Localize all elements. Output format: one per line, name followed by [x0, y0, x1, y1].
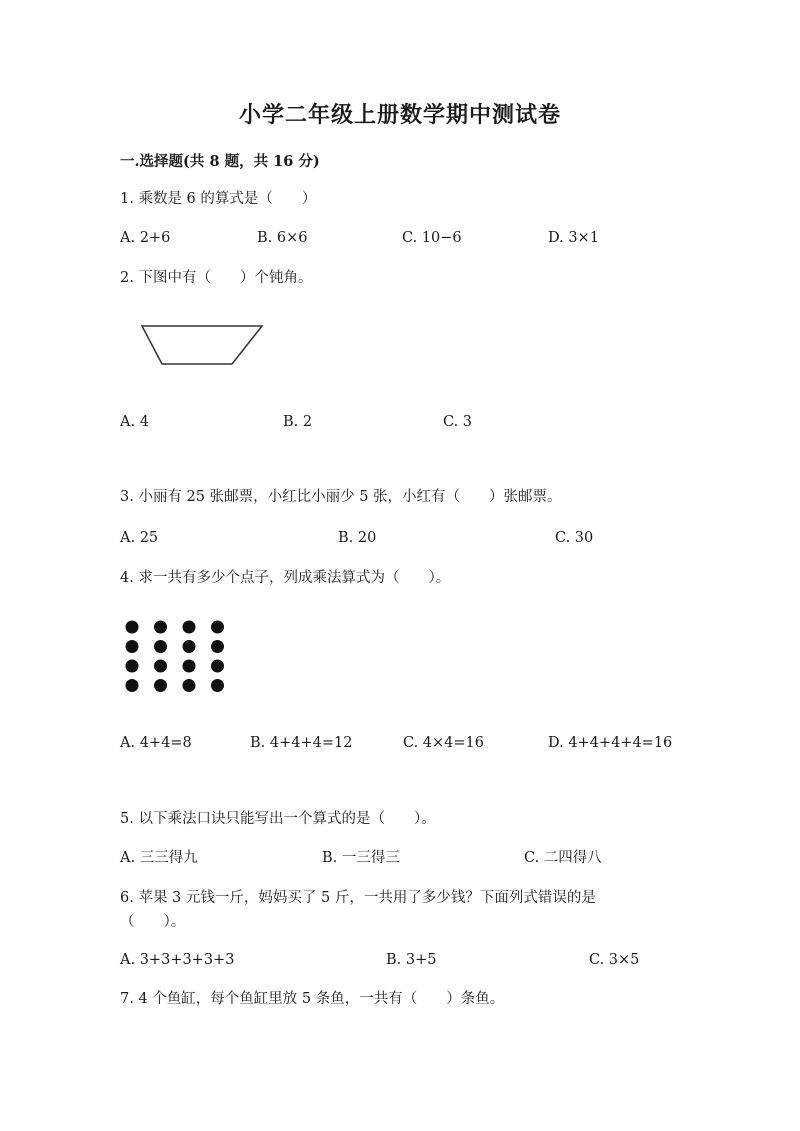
question-stem: 5. 以下乘法口诀只能写出一个算式的是（ ）。	[120, 811, 436, 827]
question-stem: 4. 求一共有多少个点子，列成乘法算式为（ ）。	[120, 570, 451, 586]
dot	[183, 679, 196, 692]
dot	[211, 679, 224, 692]
question-stem: 3. 小丽有 25 张邮票，小红比小丽少 5 张，小红有（ ）张邮票。	[120, 489, 562, 505]
dot	[126, 679, 139, 692]
option-b: B. 4+4+4=12	[250, 735, 353, 751]
option-a: A. 4+4=8	[120, 735, 192, 751]
option-c: C. 30	[555, 530, 594, 546]
option-d: D. 4+4+4+4=16	[548, 735, 673, 751]
option-a: A. 4	[120, 414, 149, 430]
question-stem: 6. 苹果 3 元钱一斤，妈妈买了 5 斤，一共用了多少钱？下面列式错误的是（ ）。	[120, 890, 596, 930]
dot	[126, 640, 139, 653]
option-c: C. 3	[443, 414, 473, 430]
question-stem: 7. 4 个鱼缸，每个鱼缸里放 5 条鱼，一共有（ ）条鱼。	[120, 991, 505, 1007]
section-heading: 一.选择题(共 8 题，共 16 分)	[120, 153, 320, 170]
trapezoid-figure	[132, 318, 272, 372]
dot	[183, 660, 196, 673]
option-a: A. 2+6	[120, 230, 171, 246]
option-a: A. 三三得九	[120, 850, 198, 866]
dot	[211, 640, 224, 653]
trapezoid-shape	[142, 326, 262, 364]
dot	[211, 660, 224, 673]
dot	[126, 621, 139, 634]
dot	[126, 660, 139, 673]
question-stem: 2. 下图中有（ ）个钝角。	[120, 270, 313, 286]
page-title: 小学二年级上册数学期中测试卷	[238, 102, 561, 128]
dot	[183, 621, 196, 634]
dot	[183, 640, 196, 653]
question-stem: 1. 乘数是 6 的算式是（ ）	[120, 191, 317, 207]
option-d: D. 3×1	[548, 230, 599, 246]
option-b: B. 6×6	[257, 230, 308, 246]
option-b: B. 2	[283, 414, 313, 430]
option-b: B. 20	[338, 530, 377, 546]
dot	[154, 640, 167, 653]
option-c: C. 10−6	[402, 230, 462, 246]
option-b: B. 一三得三	[322, 850, 400, 866]
option-c: C. 二四得八	[524, 850, 602, 866]
option-a: A. 25	[120, 530, 159, 546]
option-c: C. 3×5	[589, 952, 640, 968]
dot	[154, 679, 167, 692]
dot	[211, 621, 224, 634]
dot	[154, 621, 167, 634]
option-b: B. 3+5	[386, 952, 437, 968]
dot-grid-figure	[120, 615, 230, 695]
option-c: C. 4×4=16	[403, 735, 484, 751]
dot	[154, 660, 167, 673]
option-a: A. 3+3+3+3+3	[120, 952, 235, 968]
